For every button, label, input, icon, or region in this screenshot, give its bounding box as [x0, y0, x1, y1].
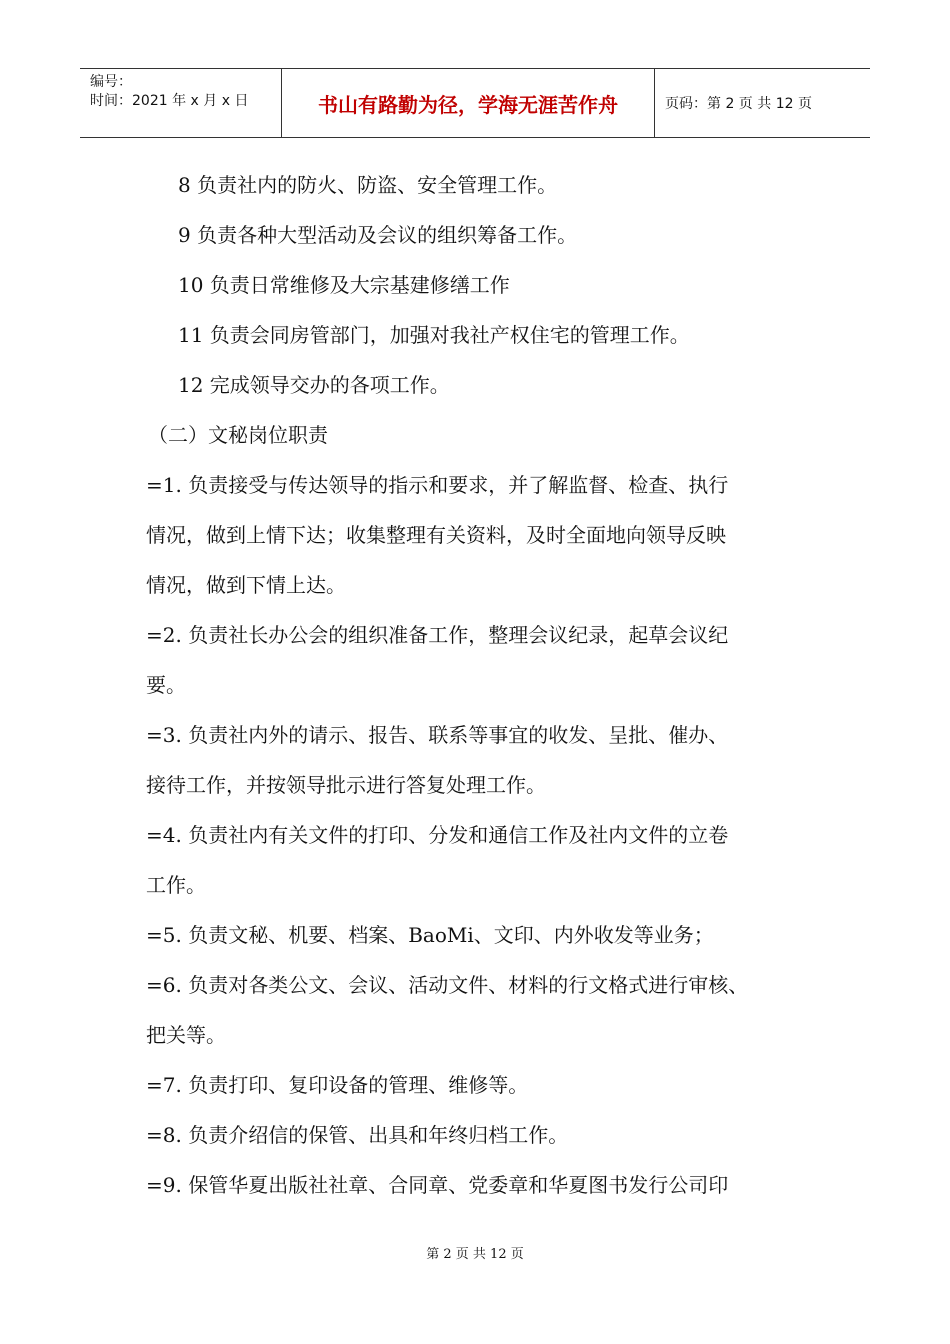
- body-line: =8. 负责介绍信的保管、出具和年终归档工作。: [146, 1123, 569, 1147]
- body-line: =2. 负责社长办公会的组织准备工作，整理会议纪录，起草会议纪: [146, 623, 729, 647]
- body-line: =1. 负责接受与传达领导的指示和要求，并了解监督、检查、执行: [146, 473, 729, 497]
- body-line: 情况，做到上情下达；收集整理有关资料，及时全面地向领导反映: [146, 523, 726, 547]
- serial-label: 编号：: [90, 74, 132, 90]
- body-line: 8 负责社内的防火、防盗、安全管理工作。: [178, 173, 558, 197]
- body-line: 工作。: [146, 873, 206, 897]
- header-page-info: 页码：第 2 页 共 12 页: [665, 96, 812, 112]
- header-motto: 书山有路勤为径，学海无涯苦作舟: [282, 69, 655, 137]
- body-line: 12 完成领导交办的各项工作。: [178, 373, 450, 397]
- section-heading: （二）文秘岗位职责: [148, 423, 328, 447]
- body-line: =4. 负责社内有关文件的打印、分发和通信工作及社内文件的立卷: [146, 823, 729, 847]
- body-line: 10 负责日常维修及大宗基建修缮工作: [178, 273, 510, 297]
- body-line: =9. 保管华夏出版社社章、合同章、党委章和华夏图书发行公司印: [146, 1173, 729, 1197]
- body-line: 11 负责会同房管部门，加强对我社产权住宅的管理工作。: [178, 323, 690, 347]
- body-line: 情况，做到下情上达。: [146, 573, 346, 597]
- body-line: =7. 负责打印、复印设备的管理、维修等。: [146, 1073, 529, 1097]
- body-line: 接待工作，并按领导批示进行答复处理工作。: [146, 773, 546, 797]
- body-line: 要。: [146, 673, 186, 697]
- body-line: 9 负责各种大型活动及会议的组织筹备工作。: [178, 223, 578, 247]
- body-line: =6. 负责对各类公文、会议、活动文件、材料的行文格式进行审核、: [146, 973, 749, 997]
- page-header: [80, 68, 870, 138]
- header-meta: [80, 69, 282, 137]
- body-line: =5. 负责文秘、机要、档案、BaoMi、文印、内外收发等业务；: [146, 923, 714, 947]
- page-footer: 第 2 页 共 12 页: [426, 1247, 524, 1262]
- time-label: 时间：2021 年 x 月 x 日: [90, 93, 249, 109]
- body-line: =3. 负责社内外的请示、报告、联系等事宜的收发、呈批、催办、: [146, 723, 729, 747]
- body-line: 把关等。: [146, 1023, 226, 1047]
